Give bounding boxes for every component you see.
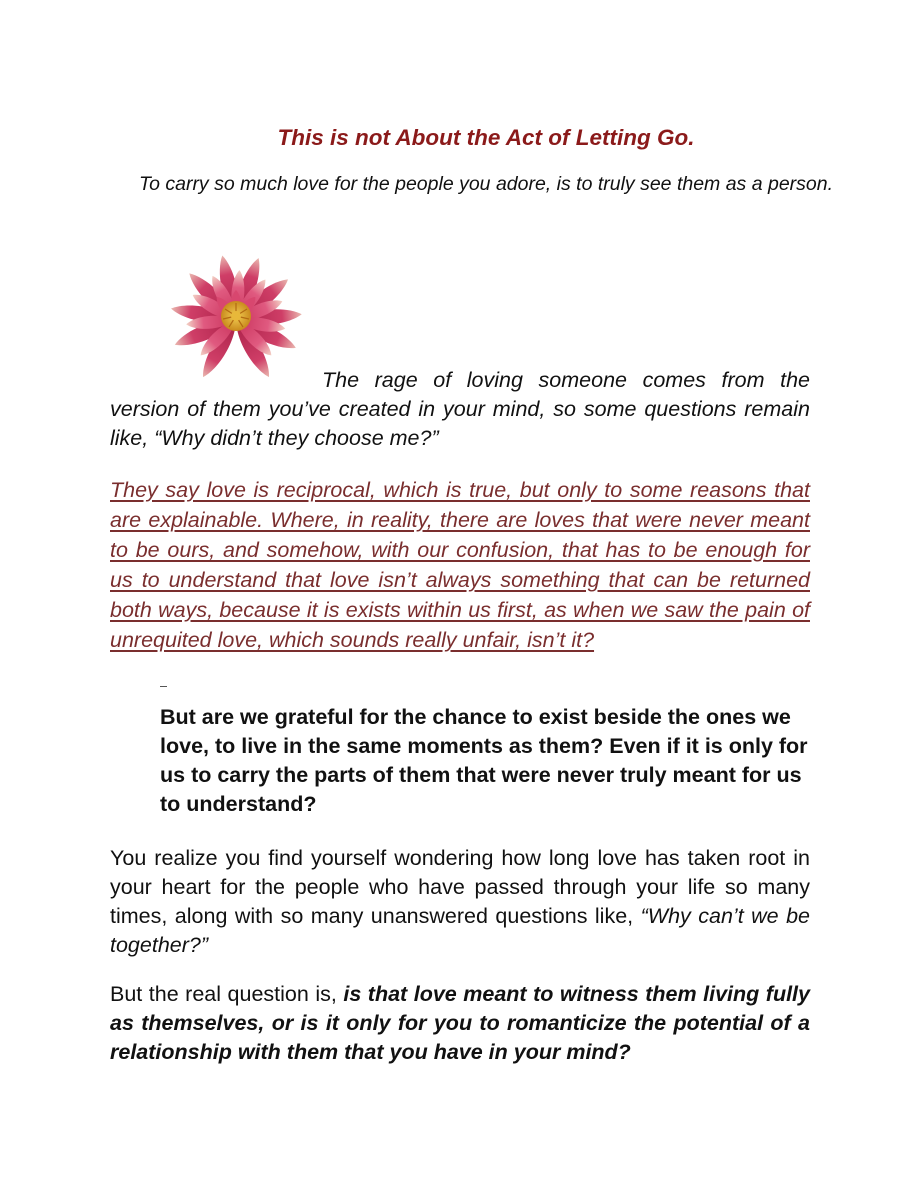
- paragraph-grateful-question: But are we grateful for the chance to exist beside the ones we love, to live in the same moments as them? Even if it is only for us to carry the parts of them that were never truly meant for us to understand?: [160, 705, 808, 816]
- lotus-flower-image: [160, 248, 312, 384]
- paragraph-wondering: You realize you find yourself wondering how long love has taken root in your heart for the people who have passed through your life so many times, along with so many unanswered questions like, “Why can’t we be together?”: [110, 846, 811, 957]
- paragraph-real-question: But the real question is, is that love meant to witness them living fully as themselves, or is it only for you to romanticize the potential of a relationship with them that you have in your mind?: [110, 982, 810, 1064]
- document-subtitle: To carry so much love for the people you adore, is to truly see them as a person.: [138, 173, 834, 195]
- paragraph-rage-of-loving: The rage of loving someone comes from the version of them you’ve created in your mind, so some questions remain like, “Why didn’t they choose me?”: [110, 368, 810, 450]
- emphasized-question: is that love meant to witness them living fully as themselves, or is it only for you to romanticize the potential of a relationship with them that you have in your mind?: [110, 982, 810, 1064]
- quote-together: “Why can’t we be together?”: [110, 904, 811, 957]
- small-divider: [160, 686, 167, 687]
- document-title: This is not About the Act of Letting Go.: [277, 125, 695, 150]
- paragraph-love-reciprocal: They say love is reciprocal, which is true, but only to some reasons that are explainable. Where, in reality, there are loves that were never meant to be ours, and somehow, with our confusion, that has to be enough for us to understand that love isn’t always something that can be returned both ways, because it is exists within us first, as when we saw the pain of unrequited love, which sounds really unfair, isn’t it?: [110, 478, 810, 652]
